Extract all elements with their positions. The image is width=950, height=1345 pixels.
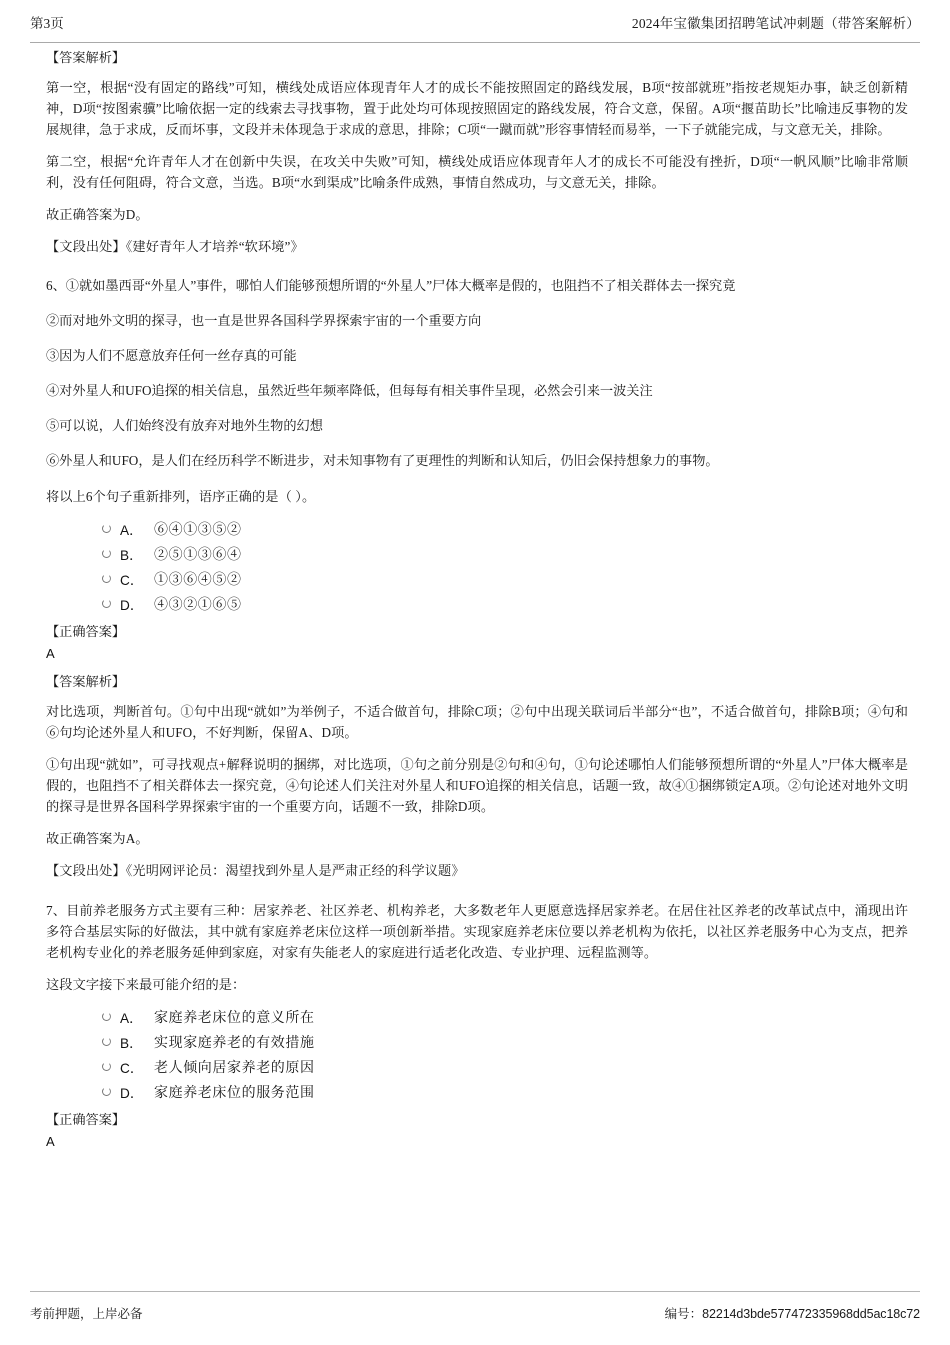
radio-button-icon[interactable]	[102, 1037, 111, 1046]
q6-sentence-1: 6、①就如墨西哥“外星人”事件，哪怕人们能够预想所谓的“外星人”尸体大概率是假的，也阻挡不了相关群体去一探究竟	[46, 278, 736, 293]
document-title: 2024年宝徽集团招聘笔试冲刺题（带答案解析）	[631, 16, 920, 31]
q6-option-a[interactable]	[102, 516, 908, 541]
q5-source	[46, 236, 908, 257]
q7-option-d-text: 家庭养老床位的服务范围	[154, 1085, 315, 1101]
q6-option-b-letter: B．	[120, 547, 143, 563]
q6-option-d[interactable]	[102, 591, 908, 616]
q5-source-title: 《建好青年人才培养“软环境”》	[125, 239, 304, 254]
radio-button-icon[interactable]	[102, 574, 111, 583]
q7-option-a-text: 家庭养老床位的意义所在	[154, 1010, 315, 1026]
q6-option-c-letter: C．	[120, 572, 144, 588]
q6-option-b[interactable]	[102, 541, 908, 566]
footer-note: 考前押题，上岸必备	[30, 1307, 143, 1321]
q6-option-a-text: ⑥④①③⑤②	[154, 522, 242, 538]
radio-button-icon[interactable]	[102, 549, 111, 558]
footer-document-id	[665, 1305, 920, 1323]
spacer	[46, 268, 908, 276]
q7-option-b-text: 实现家庭养老的有效措施	[154, 1035, 315, 1051]
q5-source-label: 【文段出处】	[46, 239, 126, 254]
q6-sentence-3: ③因为人们不愿意放弃任何一丝存真的可能	[46, 348, 297, 363]
q6-analysis-paragraph-1: 对比选项，判断首句。①句中出现“就如”为举例子，不适合做首句，排除C项；②句中出现关联词后半部分“也”，不适合做首句，排除B项；④句和⑥句均论述外星人和UFO，不好判断，保留A、D项。	[46, 704, 908, 740]
q7-option-d-letter: D．	[120, 1085, 144, 1101]
q6-sentence-5: ⑤可以说，人们始终没有放弃对地外生物的幻想	[46, 418, 323, 433]
q6-prompt: 将以上6个句子重新排列，语序正确的是（ ）。	[46, 489, 316, 504]
q6-option-a-letter: A．	[120, 522, 143, 538]
q7-prompt: 这段文字接下来最可能介绍的是：	[46, 977, 246, 992]
radio-button-icon[interactable]	[102, 599, 111, 608]
radio-button-icon[interactable]	[102, 1087, 111, 1096]
radio-button-icon[interactable]	[102, 1062, 111, 1071]
q6-source	[46, 860, 908, 881]
q7-stem: 7、目前养老服务方式主要有三种：居家养老、社区养老、机构养老，大多数老年人更愿意选择居家养老。在居住社区养老的改革试点中，涌现出许多符合基层实际的好做法，其中就有家庭养老床位这样一项创新举措。实现家庭养老床位要以养老机构为依托，以社区养老服务中心为支点，把养老机构专业化的养老服务延伸到家庭，对家有失能老人的家庭进行适老化改造、专业护理、远程监测等。	[46, 903, 908, 960]
q6-option-c[interactable]	[102, 566, 908, 591]
q6-options	[46, 516, 908, 616]
q7-correct-answer-value: A	[46, 1134, 55, 1149]
q7-options	[46, 1004, 908, 1104]
footer-id-value: 82214d3bde577472335968dd5ac18c72	[702, 1307, 920, 1321]
q6-source-label: 【文段出处】	[46, 863, 126, 878]
q6-option-b-text: ②⑤①③⑥④	[154, 547, 242, 563]
q7-option-a[interactable]	[102, 1004, 908, 1029]
q5-analysis-paragraph-2: 第二空，根据“允许青年人才在创新中失误，在攻关中失败”可知，横线处成语应体现青年人才的成长不可能没有挫折，D项“一帆风顺”比喻非常顺利，没有任何阻碍，符合文意，当选。B项“水到渠成”比喻条件成熟，事情自然成功，与文意无关，排除。	[46, 154, 908, 190]
q6-source-title: 《光明网评论员：渴望找到外星人是严肃正经的科学议题》	[125, 863, 465, 878]
document-content	[46, 48, 908, 1160]
radio-button-icon[interactable]	[102, 524, 111, 533]
q6-correct-answer-value: A	[46, 646, 55, 661]
q5-conclusion: 故正确答案为D。	[46, 207, 149, 222]
q6-conclusion: 故正确答案为A。	[46, 831, 149, 846]
q7-option-c-letter: C．	[120, 1060, 144, 1076]
q7-option-c-text: 老人倾向居家养老的原因	[154, 1060, 315, 1076]
q6-option-c-text: ①③⑥④⑤②	[154, 572, 242, 588]
q5-analysis-label: 【答案解析】	[46, 50, 126, 65]
q7-option-c[interactable]	[102, 1054, 908, 1079]
q7-option-d[interactable]	[102, 1079, 908, 1104]
q7-correct-answer-label: 【正确答案】	[46, 1112, 126, 1127]
q6-analysis-paragraph-2: ①句出现“就如”，可寻找观点+解释说明的捆绑，对比选项，①句之前分别是②句和④句，①句论述哪怕人们能够预想所谓的“外星人”尸体大概率是假的，也阻挡不了相关群体去一探究竟，④句论述人们关注对外星人和UFO追探的相关信息，话题一致，故④①捆绑锁定A项。②句论述对地外文明的探寻是世界各国科学界探索宇宙的一个重要方向，话题不一致，排除D项。	[46, 757, 908, 814]
q6-option-d-letter: D．	[120, 597, 144, 613]
q6-analysis-label: 【答案解析】	[46, 674, 126, 689]
q6-sentence-4: ④对外星人和UFO追探的相关信息，虽然近些年频率降低，但每每有相关事件呈现，必然会引来一波关注	[46, 383, 653, 398]
page-header	[30, 14, 920, 43]
page-footer	[30, 1291, 920, 1323]
q6-sentence-6: ⑥外星人和UFO，是人们在经历科学不断进步，对未知事物有了更理性的判断和认知后，仍旧会保持想象力的事物。	[46, 453, 719, 468]
q7-option-b[interactable]	[102, 1029, 908, 1054]
page-number-label: 第3页	[30, 16, 64, 31]
radio-button-icon[interactable]	[102, 1012, 111, 1021]
q7-option-b-letter: B．	[120, 1035, 143, 1051]
q7-option-a-letter: A．	[120, 1010, 143, 1026]
q6-option-d-text: ④③②①⑥⑤	[154, 597, 242, 613]
spacer	[46, 892, 908, 900]
q6-sentence-2: ②而对地外文明的探寻，也一直是世界各国科学界探索宇宙的一个重要方向	[46, 313, 482, 328]
footer-id-label: 编号：	[664, 1307, 703, 1321]
q5-analysis-paragraph-1: 第一空，根据“没有固定的路线”可知，横线处成语应体现青年人才的成长不能按照固定的路线发展，B项“按部就班”指按老规矩办事，缺乏创新精神，D项“按图索骥”比喻依据一定的线索去寻找事物，置于此处均可体现按照固定的路线发展，符合文意，保留。A项“揠苗助长”比喻违反事物的发展规律，急于求成，反而坏事，文段并未体现急于求成的意思，排除；C项“一蹴而就”形容事情轻而易举，一下子就能完成，与文意无关，排除。	[46, 80, 908, 137]
q6-correct-answer-label: 【正确答案】	[46, 624, 126, 639]
